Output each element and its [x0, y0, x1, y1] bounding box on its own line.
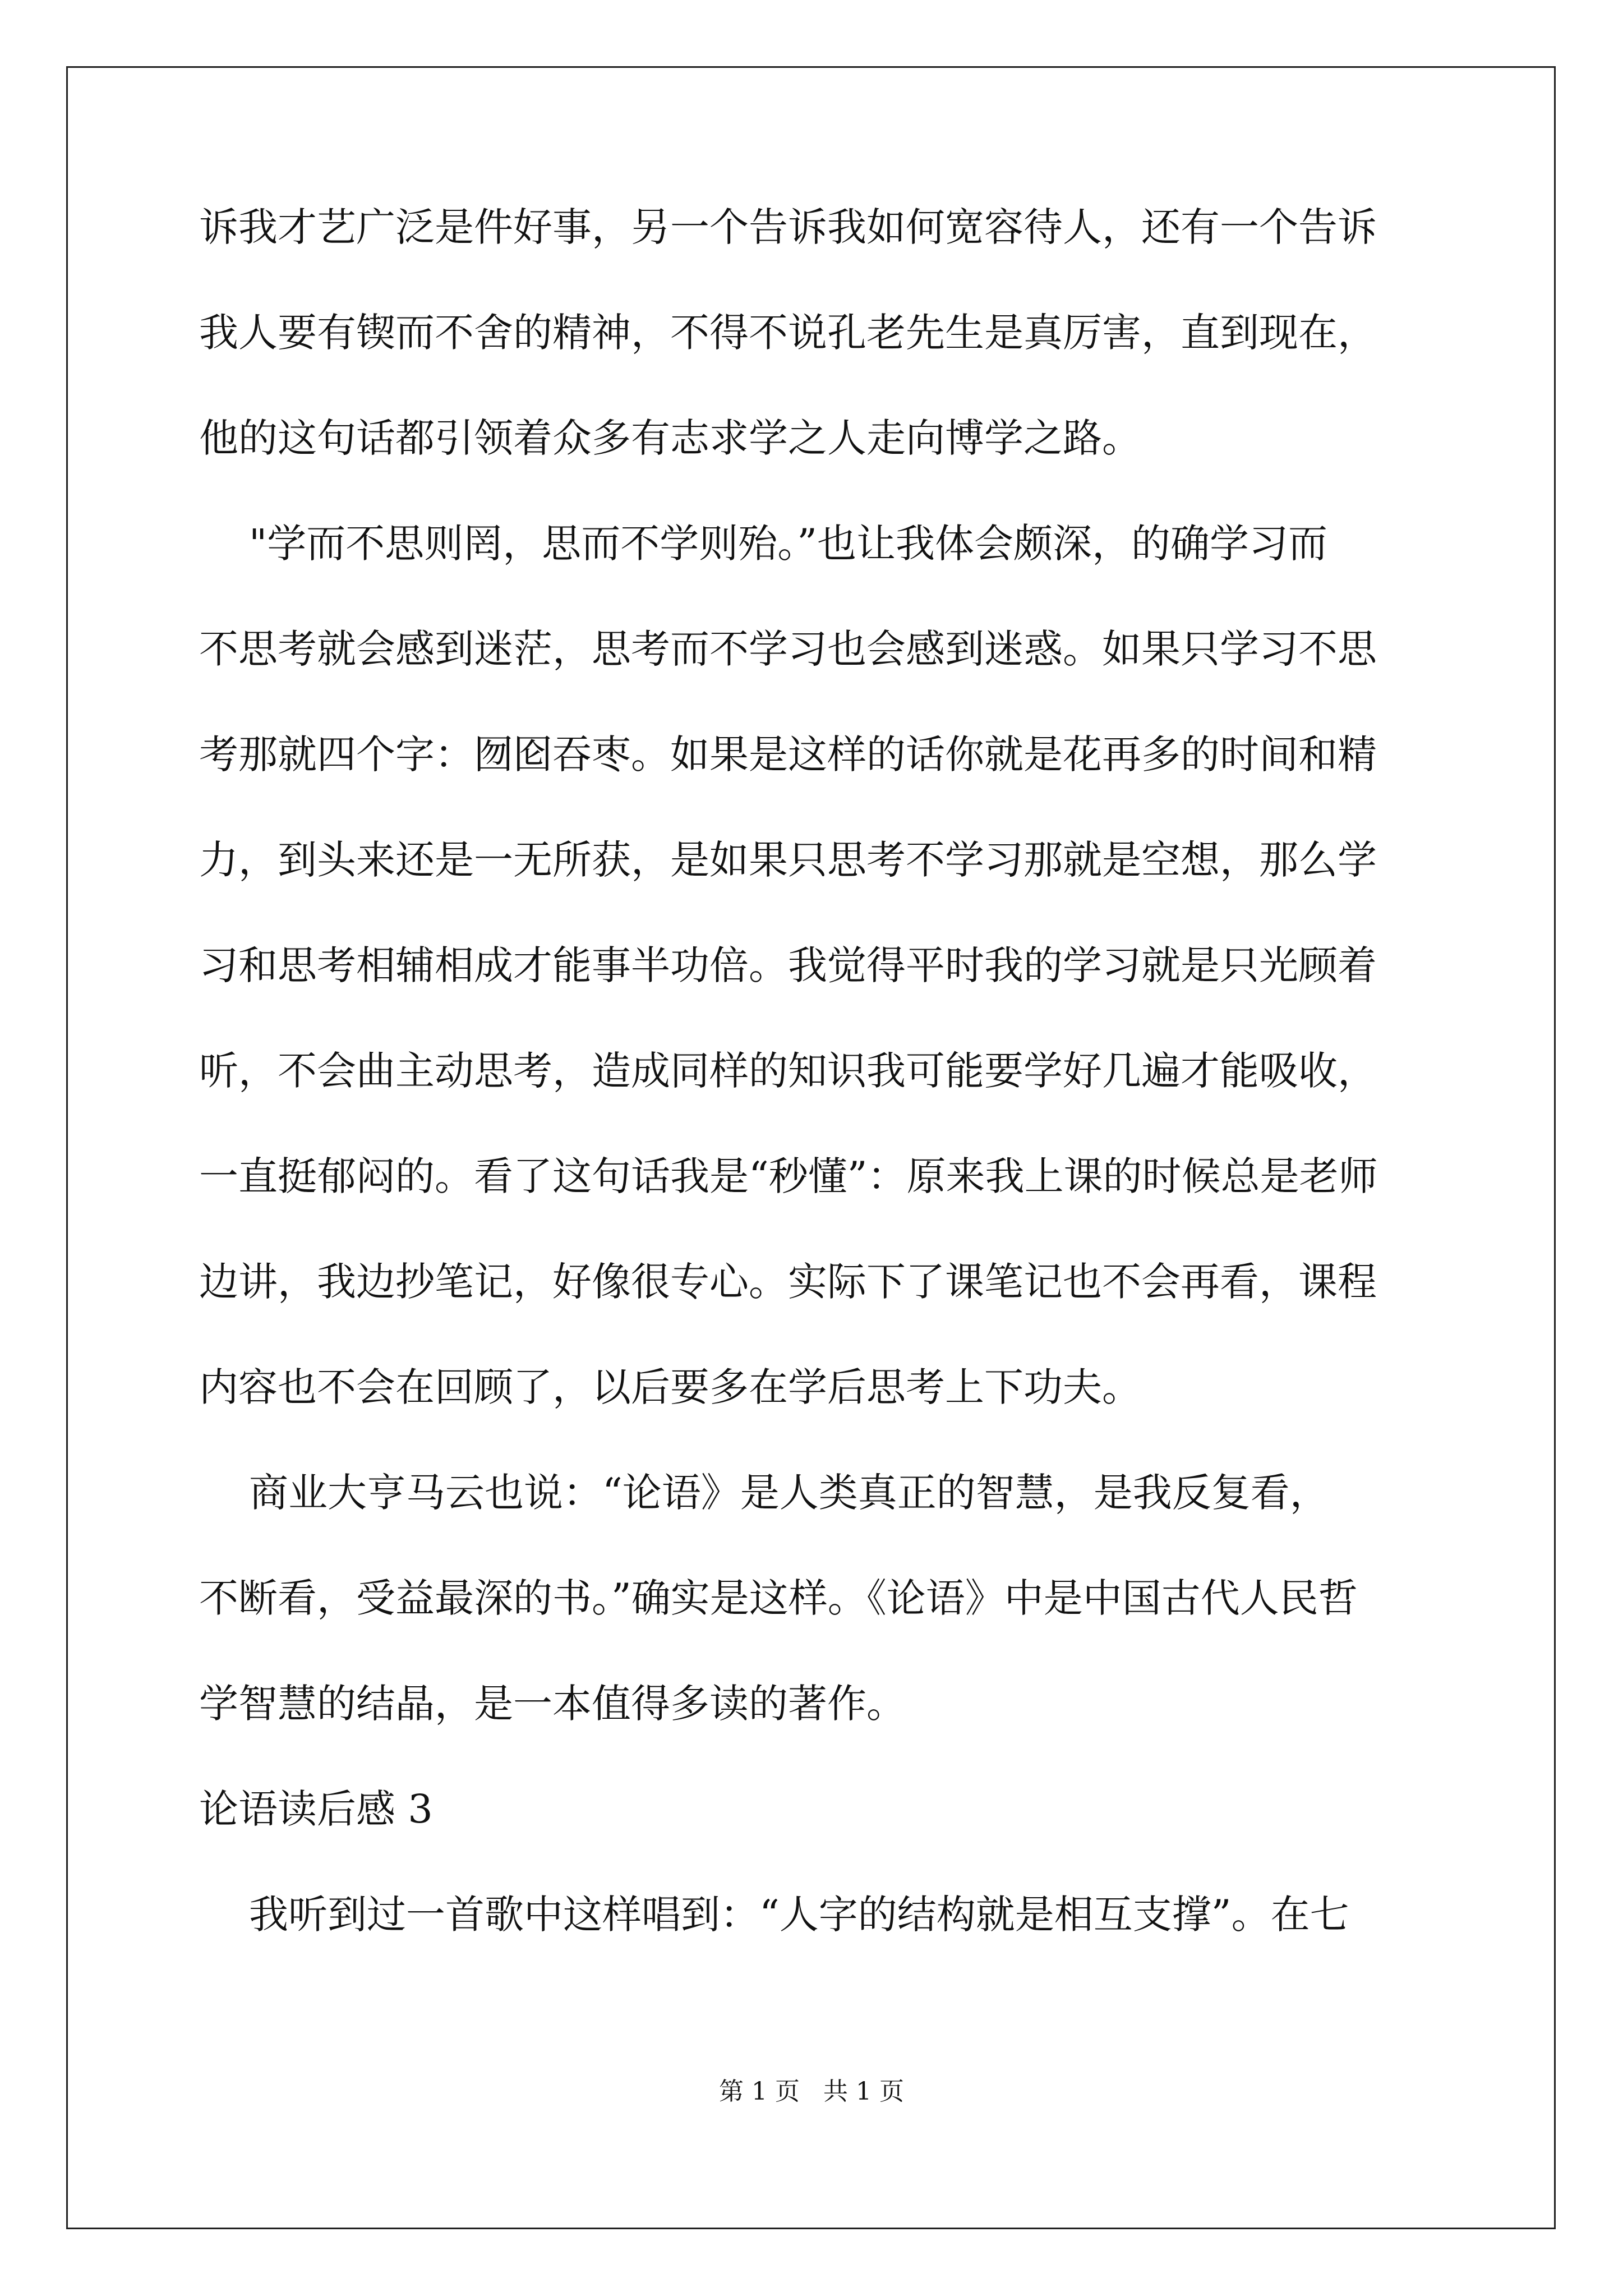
text-line: 诉我才艺广泛是件好事，另一个告诉我如何宽容待人，还有一个告诉	[199, 204, 1377, 250]
text-line: 力，到头来还是一无所获，是如果只思考不学习那就是空想，那么学	[199, 837, 1377, 883]
document-body	[199, 204, 1427, 2000]
text-line: 我听到过一首歌中这样唱到：“人字的结构就是相互支撑”。在七	[199, 1892, 1349, 1938]
section-heading: 论语读后感 3	[199, 1786, 433, 1832]
text-line: 我人要有锲而不舍的精神，不得不说孔老先生是真厉害，直到现在，	[199, 310, 1377, 356]
text-line: 习和思考相辅相成才能事半功倍。我觉得平时我的学习就是只光顾着	[199, 942, 1377, 988]
text-line: 不断看，受益最深的书。”确实是这样。《论语》中是中国古代人民哲	[199, 1575, 1358, 1621]
text-line: 一直挺郁闷的。看了这句话我是“秒懂”：原来我上课的时候总是老师	[199, 1153, 1378, 1199]
text-line: 不思考就会感到迷茫，思考而不学习也会感到迷惑。如果只学习不思	[199, 626, 1377, 672]
text-line: "学而不思则罔，思而不学则殆。”也让我体会颇深，的确学习而	[199, 521, 1327, 567]
text-line: 内容也不会在回顾了，以后要多在学后思考上下功夫。	[199, 1364, 1141, 1410]
text-line: 边讲，我边抄笔记，好像很专心。实际下了课笔记也不会再看，课程	[199, 1259, 1377, 1305]
text-line: 学智慧的结晶，是一本值得多读的著作。	[199, 1681, 906, 1727]
page-footer: 第 1 页 共 1 页	[719, 2077, 904, 2106]
text-line: 听，不会曲主动思考，造成同样的知识我可能要学好几遍才能吸收，	[199, 1048, 1377, 1094]
text-line: 考那就四个字：囫囵吞枣。如果是这样的话你就是花再多的时间和精	[199, 731, 1377, 777]
text-line: 商业大亨马云也说：“论语》是人类真正的智慧，是我反复看，	[199, 1470, 1329, 1516]
text-line: 他的这句话都引领着众多有志求学之人走向博学之路。	[199, 415, 1141, 461]
